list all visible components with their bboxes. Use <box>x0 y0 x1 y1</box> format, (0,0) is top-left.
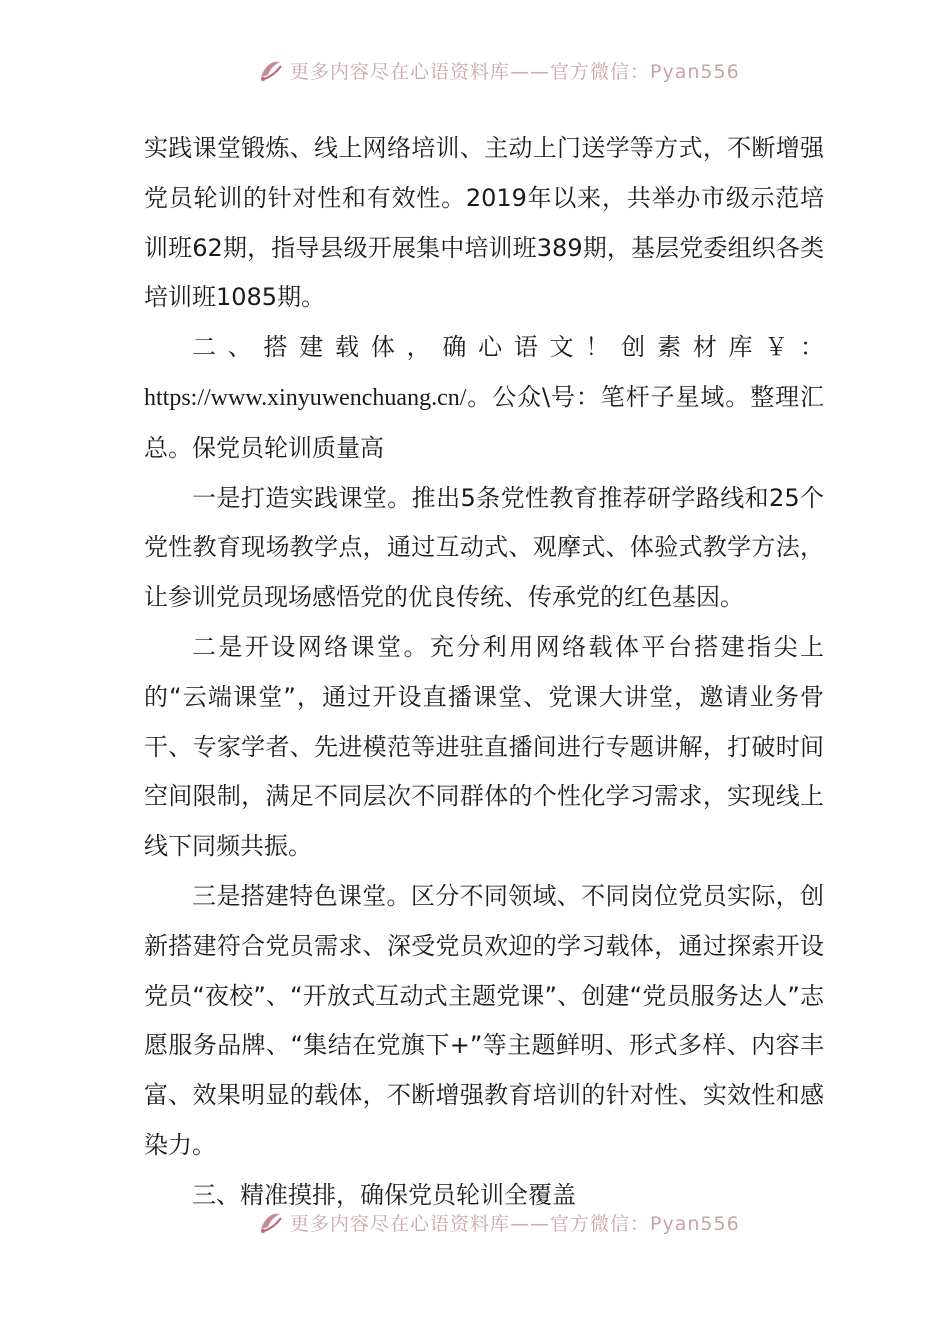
stylized-pen-logo-icon <box>258 1209 284 1235</box>
paragraph-practice-classroom: 一是打造实践课堂。推出5条党性教育推荐研学路线和25个党性教育现场教学点，通过互动式、观摩式、体验式教学方法，让参训党员现场感悟党的优良传统、传承党的红色基因。 <box>144 483 824 612</box>
heading-2-continuation: 。公众\号：笔杆子星域。整理汇总。保党员轮训质量高 <box>144 382 824 462</box>
section-heading-2 <box>144 323 824 473</box>
paragraph-online-classroom: 二是开设网络课堂。充分利用网络载体平台搭建指尖上的“云端课堂”，通过开设直播课堂、党课大讲堂，邀请业务骨干、专家学者、先进模范等进驻直播间进行专题讲解，打破时间空间限制，满足不同层次不同群体的个性化学习需求，实现线上线下同频共振。 <box>144 632 824 861</box>
paragraph-1: 实践课堂锻炼、线上网络培训、主动上门送学等方式，不断增强党员轮训的针对性和有效性。2019年以来，共举办市级示范培训班62期，指导县级开展集中培训班389期，基层党委组织各类培训班1085期。 <box>144 134 824 312</box>
footer-watermark <box>258 1208 740 1236</box>
paragraph-special-classroom: 三是搭建特色课堂。区分不同领域、不同岗位党员实际，创新搭建符合党员需求、深受党员欢迎的学习载体，通过探索开设党员“夜校”、“开放式互动式主题党课”、创建“党员服务达人”志愿服务品牌、“集结在党旗下+”等主题鲜明、形式多样、内容丰富、效果明显的载体，不断增强教育培训的针对性、实效性和感染力。 <box>144 881 824 1159</box>
website-link[interactable]: https://www.xinyuwenchuang.cn/ <box>144 384 467 411</box>
document-body <box>144 124 824 1221</box>
header-watermark <box>258 56 740 84</box>
watermark-text: 更多内容尽在心语资料库——官方微信：Pyan556 <box>290 1212 740 1235</box>
heading-2-text: 二、搭建载体，确心语文！创素材库￥： <box>192 333 824 362</box>
stylized-pen-logo-icon <box>258 57 284 83</box>
watermark-text: 更多内容尽在心语资料库——官方微信：Pyan556 <box>290 60 740 83</box>
section-heading-3: 三、精准摸排，确保党员轮训全覆盖 <box>192 1180 576 1209</box>
